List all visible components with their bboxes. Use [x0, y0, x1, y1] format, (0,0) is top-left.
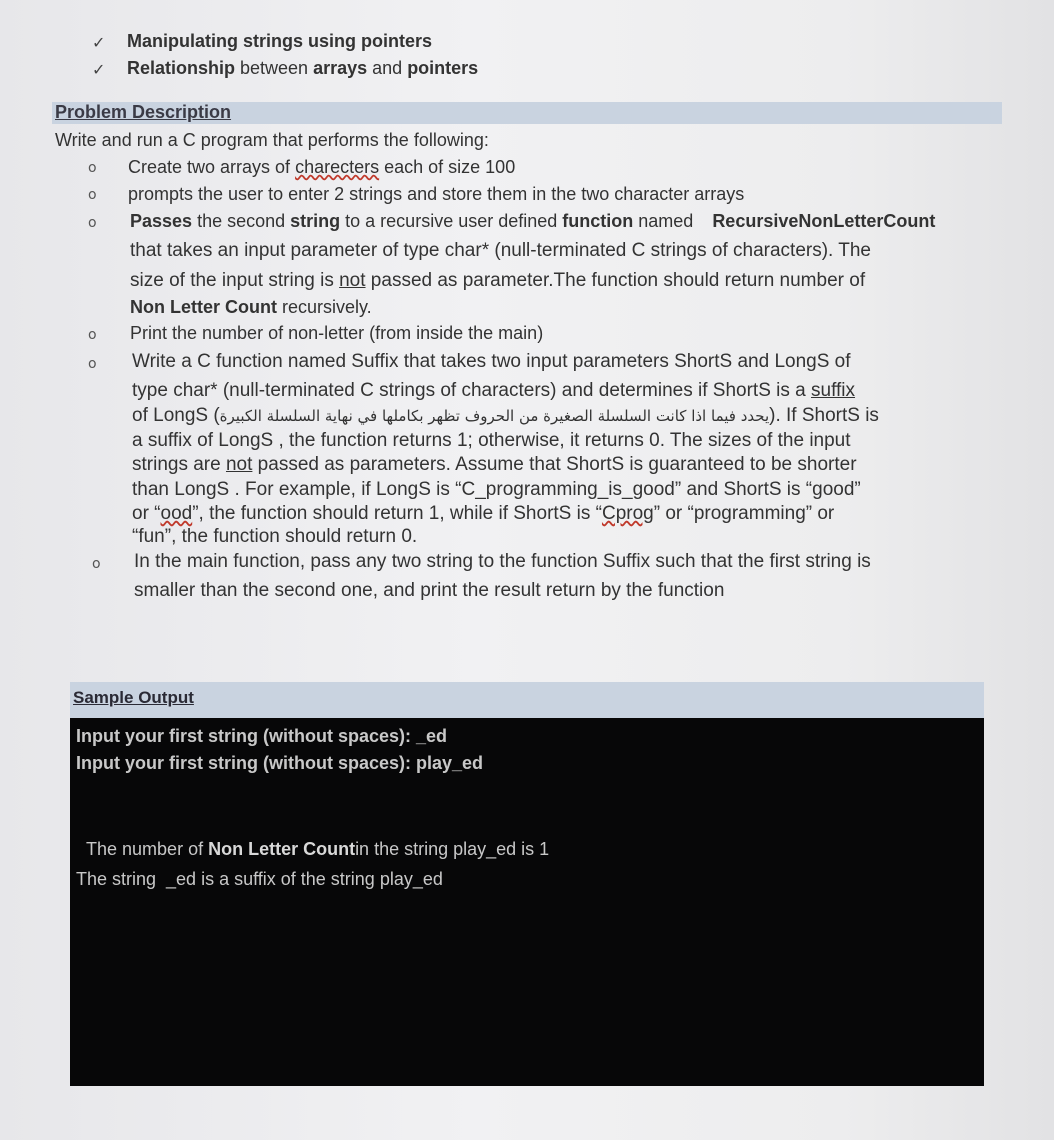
bullet-5-line-5 — [132, 452, 857, 477]
bullet-icon: o — [88, 187, 97, 203]
b3-part: the second — [192, 211, 291, 231]
console-line-1: Input your first string (without spaces): _ed — [76, 726, 448, 746]
bullet-5-line-1: Write a C function named Suffix that takes two input parameters ShortS and LongS of — [132, 351, 851, 372]
b5-part: strings are — [132, 454, 226, 475]
objective-2-part: and — [367, 58, 408, 78]
b5-part: passed as parameters. Assume that ShortS is guaranteed to be shorter — [252, 454, 857, 475]
problem-intro: Write and run a C program that performs the following: — [55, 130, 489, 150]
b3-part: recursively. — [276, 297, 372, 317]
objective-2-part: arrays — [313, 58, 368, 78]
b3-part: named — [633, 211, 699, 231]
c3-part: The number of — [86, 839, 209, 859]
b3-part: size of the input string is — [130, 270, 340, 291]
b5-part: or “ — [132, 503, 161, 524]
console-line-2: Input your first string (without spaces): play_ed — [76, 753, 484, 773]
b3-part: passed as parameter.The function should return number of — [365, 270, 866, 291]
bullet-5-line-2 — [132, 378, 855, 403]
b1-part: Create two arrays of — [128, 157, 296, 177]
bullet-3-line-4 — [130, 295, 372, 320]
b3-part: Passes — [130, 211, 193, 231]
bullet-5-line-4: a suffix of LongS , the function returns 1; otherwise, it returns 0. The sizes of the input — [132, 430, 851, 451]
bullet-icon: o — [88, 356, 97, 372]
b5-part: ”, the function should return 1, while if ShortS is “ — [192, 503, 602, 524]
c3-part: Non Letter Count — [208, 839, 356, 859]
misspelled-word: ood — [160, 503, 193, 524]
objective-2-part: Relationship — [127, 58, 236, 78]
bullet-5-line-7 — [132, 501, 834, 526]
bullet-6-line-1: In the main function, pass any two string to the function Suffix such that the first string is — [134, 551, 871, 572]
b3-part: to a recursive user defined — [340, 211, 563, 231]
checkmark-icon: ✓ — [92, 33, 106, 52]
b3-part: Non Letter Count — [130, 297, 277, 317]
objective-1 — [127, 31, 432, 52]
b3-part: function — [562, 211, 634, 231]
bullet-5-line-3 — [132, 403, 879, 429]
console-line-4: The string _ed is a suffix of the string play_ed — [76, 869, 443, 889]
bullet-5-line-6: than LongS . For example, if LongS is “C_programming_is_good” and ShortS is “good” — [132, 479, 861, 500]
problem-title: Problem Description — [55, 102, 232, 122]
b3-part: not — [339, 270, 366, 291]
bullet-3-line-2: that takes an input parameter of type char* (null-terminated C strings of characters). The — [130, 240, 871, 261]
misspelled-word: Cprog — [601, 503, 654, 524]
b3-part: string — [290, 211, 341, 231]
objective-2-part: between — [235, 58, 314, 78]
c3-part: in the string play_ed is 1 — [355, 839, 550, 859]
bullet-3-line-3 — [130, 268, 865, 293]
b5-part: type char* (null-terminated C strings of characters) and determines if ShortS is a — [132, 380, 812, 401]
bullet-4-text: Print the number of non-letter (from inside the main) — [130, 323, 544, 343]
bullet-icon: o — [92, 556, 101, 572]
objective-2-part: pointers — [407, 58, 479, 78]
misspelled-word: charecters — [295, 157, 380, 177]
console-line-3 — [76, 818, 549, 860]
bullet-1-text — [128, 155, 515, 180]
sample-title: Sample Output — [73, 688, 194, 707]
bullet-2-text: prompts the user to enter 2 strings and store them in the two character arrays — [128, 184, 745, 204]
b5-part: not — [225, 454, 253, 475]
bullet-icon: o — [88, 215, 97, 231]
b5-part: of LongS ( — [132, 405, 220, 426]
arabic-note: يحدد فيما اذا كانت السلسلة الصغيرة من الحروف تظهر بكاملها في نهاية السلسلة الكبيرة — [219, 407, 770, 425]
bullet-6-line-2: smaller than the second one, and print the result return by the function — [134, 580, 725, 601]
function-name: RecursiveNonLetterCount — [712, 211, 936, 231]
bullet-3-line-1 — [130, 209, 1000, 234]
sample-header-bar — [70, 682, 984, 718]
b5-part: ” or “programming” or — [653, 503, 835, 524]
b1-part: each of size 100 — [379, 157, 516, 177]
b5-part: suffix — [811, 380, 856, 401]
checkmark-icon: ✓ — [92, 60, 106, 79]
objective-2 — [127, 58, 478, 79]
bullet-icon: o — [88, 160, 97, 176]
bullet-icon: o — [88, 327, 97, 343]
b5-part: ). If ShortS is — [769, 405, 879, 426]
objective-1-text: Manipulating strings using pointers — [127, 31, 433, 51]
bullet-5-line-8: “fun”, the function should return 0. — [132, 526, 418, 547]
